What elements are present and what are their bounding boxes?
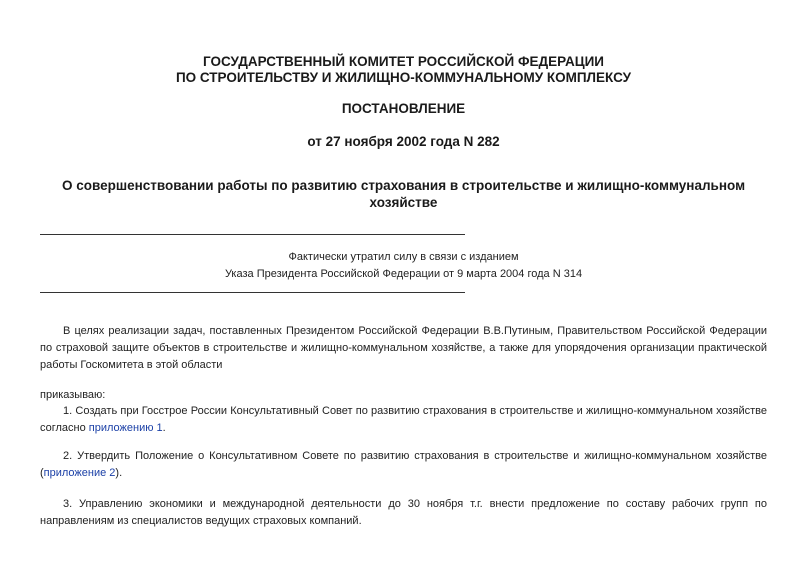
order-item-1-text: 1. Создать при Госстрое России Консультативный Совет по развитию страхования в строительстве и жилищно-коммунальном хозяйстве согласно [40, 405, 767, 434]
issuer-line-2: ПО СТРОИТЕЛЬСТВУ И ЖИЛИЩНО-КОММУНАЛЬНОМУ КОМПЛЕКСУ [175, 70, 632, 85]
appendix-2-link[interactable]: приложение 2 [43, 467, 116, 479]
order-item-1 [40, 403, 767, 437]
appendix-1-link[interactable]: приложению 1 [88, 422, 163, 434]
status-note-line-1: Фактически утратил силу в связи с изданием [288, 251, 519, 263]
status-note-line-2: Указа Президента Российской Федерации от 9 марта 2004 года N 314 [224, 268, 583, 280]
order-item-3: 3. Управлению экономики и международной деятельности до 30 ноября т.г. внести предложение по составу рабочих групп по направлениям из специалистов ведущих страховых компаний. [40, 498, 767, 527]
divider-bottom [40, 292, 465, 293]
order-item-2 [40, 448, 767, 482]
order-item-1-end: . [162, 422, 166, 434]
document-type: ПОСТАНОВЛЕНИЕ [341, 101, 466, 116]
order-word: приказываю: [40, 389, 106, 401]
order-item-2-text: 2. Утвердить Положение о Консультативном Совете по развитию страхования в строительстве и жилищно-коммунальном хозяйстве ( [40, 450, 767, 479]
intro-paragraph: В целях реализации задач, поставленных Президентом Российской Федерации В.В.Путиным, Правительством Российской Федерации по страховой защите объектов в строительстве и жилищно-коммунальном хозяйстве, а также для упорядочения организации практической работы Госкомитета в этой области [40, 325, 767, 371]
order-item-2-end: ). [115, 467, 123, 479]
document-date: от 27 ноября 2002 года N 282 [307, 134, 500, 149]
divider-top [40, 234, 465, 235]
document-subject: О совершенствовании работы по развитию страхования в строительстве и жилищно-коммунальном хозяйстве [61, 178, 746, 210]
issuer-line-1: ГОСУДАРСТВЕННЫЙ КОМИТЕТ РОССИЙСКОЙ ФЕДЕРАЦИИ [203, 54, 604, 69]
